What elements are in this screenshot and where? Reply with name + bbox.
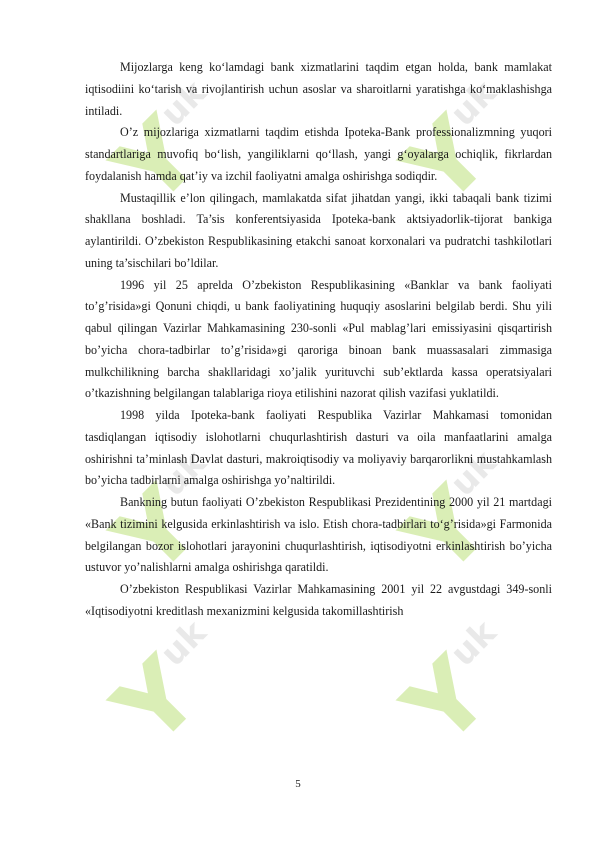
paragraph: Mijozlarga keng ko‘lamdagi bank xizmatlarini taqdim etgan holda, bank mamlakat iqtisodiini ko‘tarish va rivojlantirish uchun asoslar va sharoitlarni yaratishga ko‘maklashishga intiladi. [85,60,552,118]
page-number: 5 [295,778,301,790]
paragraph: Mustaqillik e’lon qilingach, mamlakatda sifat jihatdan yangi, ikki tabaqali bank tizimi shakllana boshladi. Ta’sis konferentsiyasida Ipoteka-bank aktsiyadorlik-tijorat bankiga aylantirildi. O’zbekiston Respublikasining etakchi sanoat korxonalari va pudratchi tashkilotlari uning ta’sischilari bo’ldilar. [85,190,552,270]
paragraph: O’z mijozlariga xizmatlarni taqdim etishda Ipoteka-Bank professionalizmning yuqori standartlariga muvofiq bo‘lish, yangiliklarni qo‘llash, yangi g‘oyalarga ochiqlik, fikrlardan foydalanish hamda qat’iy va izchil faoliyatni amalga oshirishga sodiqdir. [85,125,552,183]
svg-text:uk: uk [152,442,215,505]
body-text [85,57,552,623]
paragraph: Bankning butun faoliyati O’zbekiston Respublikasi Prezidentining 2000 yil 21 martdagi «Bank tizimini kelgusida erkinlashtirish va islo. Etish chora-tadbirlari to‘g’risida»gi Farmonida belgilangan bozor islohotlari jarayonini chuqurlashtirish, iqtisodiyotni erkinlashtirish bo’yicha ustuvor yo’nalishlarni amalga oshirishga qaratildi. [85,495,552,575]
paragraph: 1998 yilda Ipoteka-bank faoliyati Respublika Vazirlar Mahkamasi tomonidan tasdiqlangan iqtisodiy islohotlarni chuqurlashtirish dasturi va oila manfaatlarini amalga oshirishni ta’minlash Davlat dasturi, makroiqtisodiy va moliyaviy barqarorlikni mustahkamlash bo’yicha tadbirlarni amalga oshirishga yo’naltirildi. [85,408,552,488]
paragraph: 1996 yil 25 aprelda O’zbekiston Respublikasining «Banklar va bank faoliyati to’g’risida»gi Qonuni chiqdi, u bank faoliyatining huquqiy asoslarini belgilab berdi. Shu yili qabul qilingan Vazirlar Mahkamasining 230-sonli «Pul mablag’lari emissiyasini qisqartirish bo’yicha chora-tadbirlar to’g’risida»gi qaroriga binoan bank muassasalari zimmasiga mulkchilikning barcha shakllaridagi xo’jalik yurituvchi sub’ektlarda kassa operatsiyalari o’tkazishning belgilangan talablariga rioya etilishini nazorat qilish vazifasi yuklatildi. [85,277,552,401]
svg-text:uk: uk [442,442,505,505]
svg-text:uk: uk [442,612,505,675]
svg-text:uk: uk [442,72,505,135]
paragraph: O’zbekiston Respublikasi Vazirlar Mahkamasining 2001 yil 22 avgustdagi 349-sonli «Iqtisodiyotni kreditlash mexanizmini kelgusida takomillashtirish [85,582,552,618]
svg-text:uk: uk [152,612,215,675]
svg-text:uk: uk [152,72,215,135]
